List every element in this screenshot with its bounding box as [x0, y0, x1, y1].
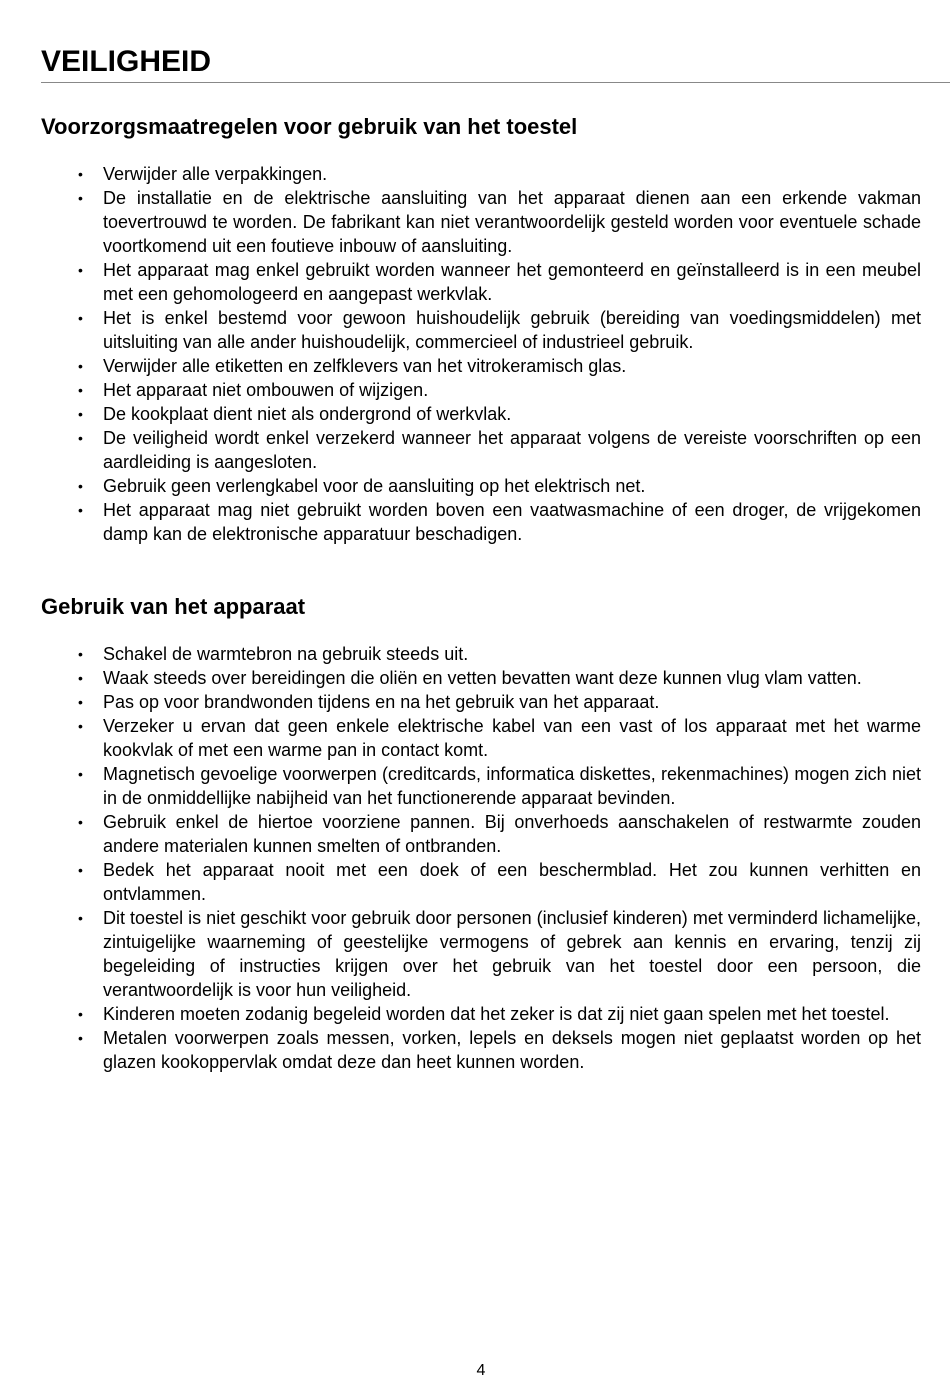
list-item-text: Metalen voorwerpen zoals messen, vorken, lepels en deksels mogen niet geplaatst worden op het glazen kookoppervlak omdat deze dan heet kunnen worden.	[103, 1028, 921, 1072]
bullet-icon: •	[78, 262, 83, 278]
list-item	[41, 402, 921, 426]
bullet-icon: •	[78, 502, 83, 518]
list-item-text: Verwijder alle etiketten en zelfklevers van het vitrokeramisch glas.	[103, 356, 627, 376]
list-item-text: Het is enkel bestemd voor gewoon huishoudelijk gebruik (bereiding van voedingsmiddelen) met uitsluiting van alle ander huishoudelijk, commercieel of industrieel gebruik.	[103, 308, 921, 352]
bullet-icon: •	[78, 190, 83, 206]
list-item	[41, 162, 921, 186]
list-item	[41, 810, 921, 858]
list-item-text: Verzeker u ervan dat geen enkele elektrische kabel van een vast of los apparaat met het warme kookvlak of met een warme pan in contact komt.	[103, 716, 921, 760]
list-item-text: Pas op voor brandwonden tijdens en na het gebruik van het apparaat.	[103, 692, 660, 712]
bullet-icon: •	[78, 310, 83, 326]
bullet-icon: •	[78, 766, 83, 782]
bullet-icon: •	[78, 862, 83, 878]
list-item-text: De kookplaat dient niet als ondergrond of werkvlak.	[103, 404, 512, 424]
list-item	[41, 642, 921, 666]
bullet-icon: •	[78, 382, 83, 398]
list-item	[41, 474, 921, 498]
bullet-icon: •	[78, 166, 83, 182]
title-divider	[41, 82, 950, 83]
list-item	[41, 498, 921, 546]
page-title: VEILIGHEID	[41, 45, 212, 78]
list-item	[41, 906, 921, 1002]
list-item-text: Verwijder alle verpakkingen.	[103, 164, 328, 184]
bullet-icon: •	[78, 694, 83, 710]
list-item-text: Kinderen moeten zodanig begeleid worden dat het zeker is dat zij niet gaan spelen met het toestel.	[103, 1004, 890, 1024]
list-item-text: Bedek het apparaat nooit met een doek of een beschermblad. Het zou kunnen verhitten en ontvlammen.	[103, 860, 921, 904]
list-item-text: De veiligheid wordt enkel verzekerd wanneer het apparaat volgens de vereiste voorschriften op een aardleiding is aangesloten.	[103, 428, 921, 472]
list-item	[41, 378, 921, 402]
list-item	[41, 1026, 921, 1074]
list-item	[41, 690, 921, 714]
list-item	[41, 666, 921, 690]
bullet-icon: •	[78, 910, 83, 926]
section-heading-usage: Gebruik van het apparaat	[41, 594, 306, 619]
bullet-icon: •	[78, 718, 83, 734]
page-number: 4	[476, 1362, 486, 1379]
list-item-text: Gebruik enkel de hiertoe voorziene pannen. Bij onverhoeds aanschakelen of restwarmte zouden andere materialen kunnen smelten of ontbranden.	[103, 812, 921, 856]
list-item-text: Gebruik geen verlengkabel voor de aansluiting op het elektrisch net.	[103, 476, 646, 496]
list-item	[41, 762, 921, 810]
list-item	[41, 186, 921, 258]
precautions-list	[41, 162, 921, 546]
list-item	[41, 426, 921, 474]
bullet-icon: •	[78, 1006, 83, 1022]
list-item-text: De installatie en de elektrische aansluiting van het apparaat dienen aan een erkende vakman toevertrouwd te worden. De fabrikant kan niet verantwoordelijk gesteld worden voor eventuele schade voortkomend uit een foutieve inbouw of aansluiting.	[103, 188, 921, 256]
list-item-text: Het apparaat mag enkel gebruikt worden wanneer het gemonteerd en geïnstalleerd is in een meubel met een gehomologeerd en aangepast werkvlak.	[103, 260, 921, 304]
bullet-icon: •	[78, 814, 83, 830]
bullet-icon: •	[78, 1030, 83, 1046]
list-item	[41, 858, 921, 906]
list-item	[41, 1002, 921, 1026]
list-item-text: Het apparaat mag niet gebruikt worden boven een vaatwasmachine of een droger, de vrijgekomen damp kan de elektronische apparatuur beschadigen.	[103, 500, 921, 544]
section-heading-precautions: Voorzorgsmaatregelen voor gebruik van het toestel	[41, 114, 578, 139]
list-item-text: Schakel de warmtebron na gebruik steeds uit.	[103, 644, 469, 664]
list-item-text: Dit toestel is niet geschikt voor gebruik door personen (inclusief kinderen) met verminderd lichamelijke, zintuigelijke waarneming of geestelijke vermogens of gebrek aan kennis en ervaring, tenzij zij begeleiding of instructies krijgen over het gebruik van het toestel door een persoon, die verantwoordelijk is voor hun veiligheid.	[103, 908, 921, 1000]
list-item	[41, 258, 921, 306]
bullet-icon: •	[78, 406, 83, 422]
list-item	[41, 306, 921, 354]
list-item-text: Magnetisch gevoelige voorwerpen (creditcards, informatica diskettes, rekenmachines) mogen zich niet in de onmiddellijke nabijheid van het functionerende apparaat bevinden.	[103, 764, 921, 808]
usage-list	[41, 642, 921, 1074]
bullet-icon: •	[78, 478, 83, 494]
list-item-text: Het apparaat niet ombouwen of wijzigen.	[103, 380, 429, 400]
bullet-icon: •	[78, 430, 83, 446]
bullet-icon: •	[78, 646, 83, 662]
bullet-icon: •	[78, 358, 83, 374]
list-item	[41, 714, 921, 762]
list-item-text: Waak steeds over bereidingen die oliën en vetten bevatten want deze kunnen vlug vlam vatten.	[103, 668, 862, 688]
list-item	[41, 354, 921, 378]
bullet-icon: •	[78, 670, 83, 686]
